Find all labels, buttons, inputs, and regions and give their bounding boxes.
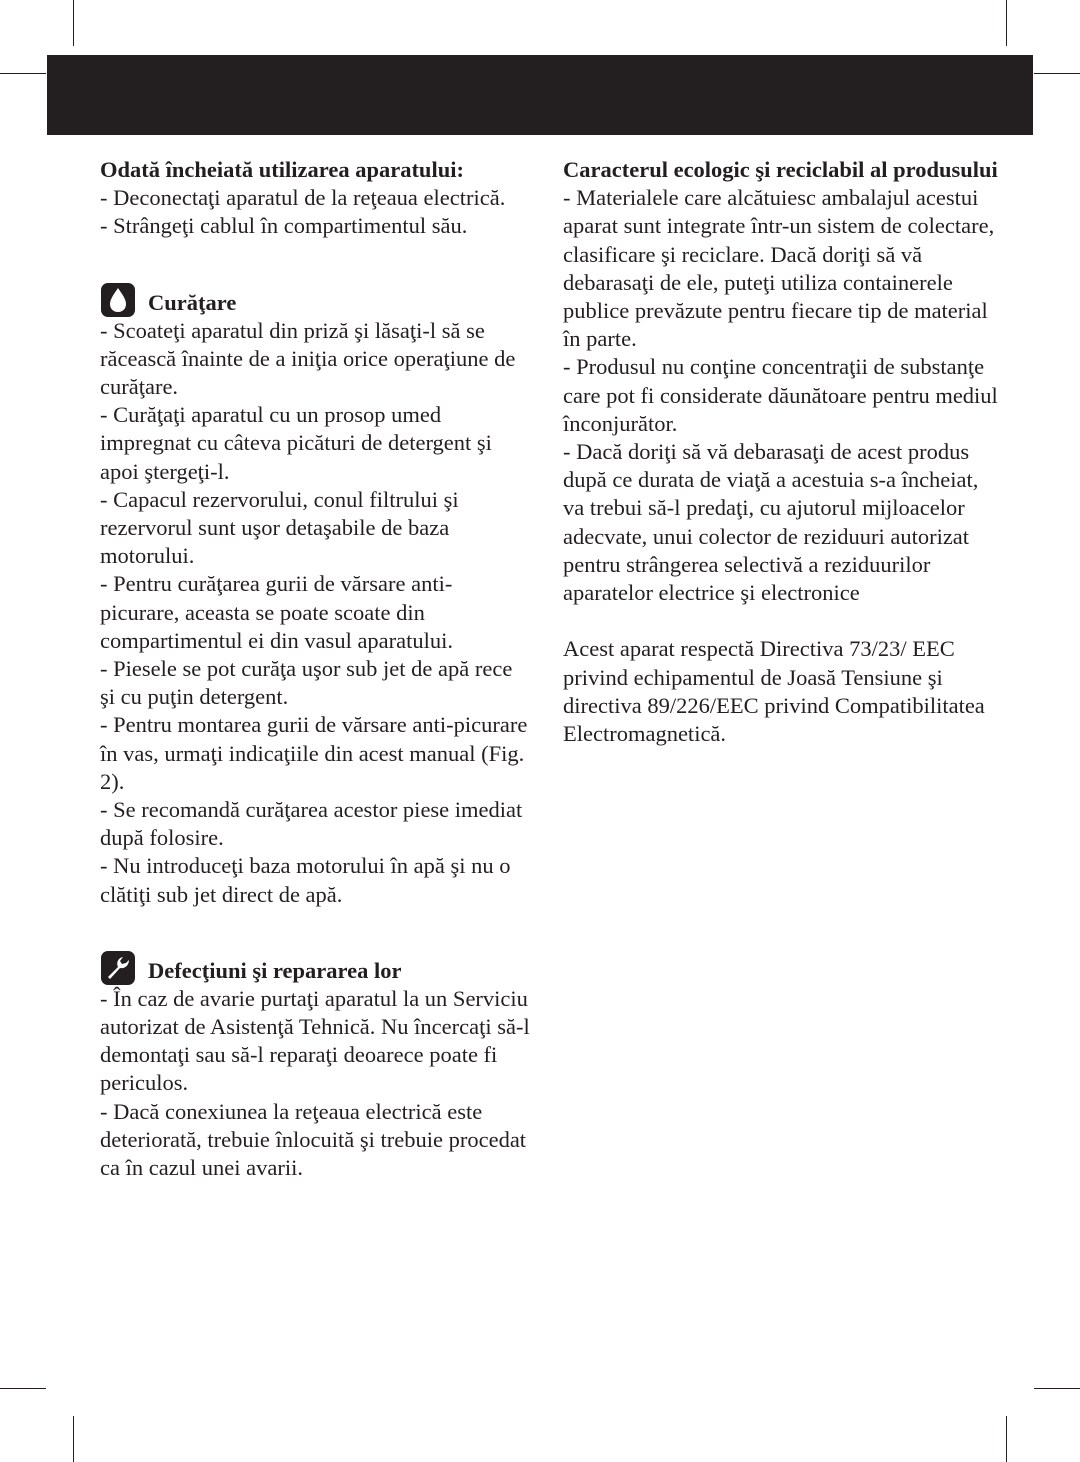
cleaning-item: - Curăţaţi aparatul cu un prosop umed impregnat cu câteva picături de detergent şi apoi ştergeţi-l. (100, 402, 492, 484)
directive-text: Acest aparat respectă Directiva 73/23/ EEC privind echipamentul de Joasă Tensiune şi directiva 89/226/EEC privind Compatibilitatea Electromagnetică. (563, 636, 985, 747)
crop-mark (1034, 1388, 1080, 1389)
cleaning-item: - Pentru montarea gurii de vărsare anti-picurare în vas, urmaţi indicaţiile din acest manual (Fig. 2). (100, 712, 528, 794)
repair-title: Defecţiuni şi repararea lor (148, 957, 402, 983)
repair-item: - În caz de avarie purtaţi aparatul la un Serviciu autorizat de Asistenţă Tehnică. Nu încercaţi să-l demontaţi sau să-l reparaţi deoarece poate fi periculos. (100, 985, 530, 1096)
cleaning-section-header (100, 283, 530, 317)
water-drop-icon (100, 283, 136, 317)
left-column (100, 156, 530, 1182)
usage-end-item: - Deconectaţi aparatul de la reţeaua electrică. (100, 185, 506, 211)
usage-end-heading: Odată încheiată utilizarea aparatului: (100, 157, 464, 182)
crop-mark (73, 1416, 74, 1462)
cleaning-item: - Nu introduceţi baza motorului în apă şi nu o clătiţi sub jet direct de apă. (100, 853, 511, 907)
repair-item: - Dacă conexiunea la reţeaua electrică este deteriorată, trebuie înlocuită şi trebuie procedat ca în cazul unei avarii. (100, 1098, 527, 1181)
cleaning-item: - Pentru curăţarea gurii de vărsare anti-picurare, aceasta se poate scoate din compartimentul ei din vasul aparatului. (100, 571, 454, 653)
spacer (563, 607, 1003, 635)
crop-mark (73, 0, 74, 46)
ecology-item: - Materialele care alcătuiesc ambalajul acestui aparat sunt integrate într-un sistem de colectare, clasificare şi reciclare. Dacă doriţi să vă debarasaţi de ele, puteţi utiliza containerele publice prevăzute pentru fiecare tip de material în parte. (563, 185, 995, 352)
repair-section-header (100, 951, 530, 985)
ecology-item: - Produsul nu conţine concentraţii de substanţe care pot fi considerate dăunătoare pentru mediul înconjurător. (563, 354, 998, 436)
crop-mark (0, 1388, 46, 1389)
right-column (563, 156, 1003, 748)
cleaning-item: - Scoateţi aparatul din priză şi lăsaţi-l să se răcească înainte de a iniţia orice operaţiune de curăţare. (100, 317, 516, 400)
cleaning-item: - Capacul rezervorului, conul filtrului şi rezervorul sunt uşor detaşabile de baza motorului. (100, 486, 459, 569)
usage-end-item: - Strângeţi cablul în compartimentul său. (100, 213, 468, 239)
spacer (100, 909, 530, 951)
crop-mark (0, 73, 46, 74)
ecology-heading: Caracterul ecologic şi reciclabil al produsului (563, 157, 998, 182)
cleaning-item: - Se recomandă curăţarea acestor piese imediat după folosire. (100, 797, 523, 851)
ecology-item: - Dacă doriţi să vă debarasaţi de acest produs după ce durata de viaţă a acestuia s-a încheiat, va trebui să-l predaţi, cu ajutorul mijloacelor adecvate, unui colector de reziduuri autorizat pentru strângerea selectivă a reziduurilor aparatelor electrice şi electronice (563, 439, 979, 606)
crop-mark (1034, 73, 1080, 74)
cleaning-item: - Piesele se pot curăţa uşor sub jet de apă rece şi cu puţin detergent. (100, 656, 513, 710)
crop-mark (1006, 0, 1007, 46)
wrench-icon (100, 951, 136, 985)
crop-mark (1006, 1416, 1007, 1462)
header-bar (47, 55, 1033, 135)
spacer (100, 241, 530, 283)
cleaning-title: Curăţare (148, 289, 237, 315)
